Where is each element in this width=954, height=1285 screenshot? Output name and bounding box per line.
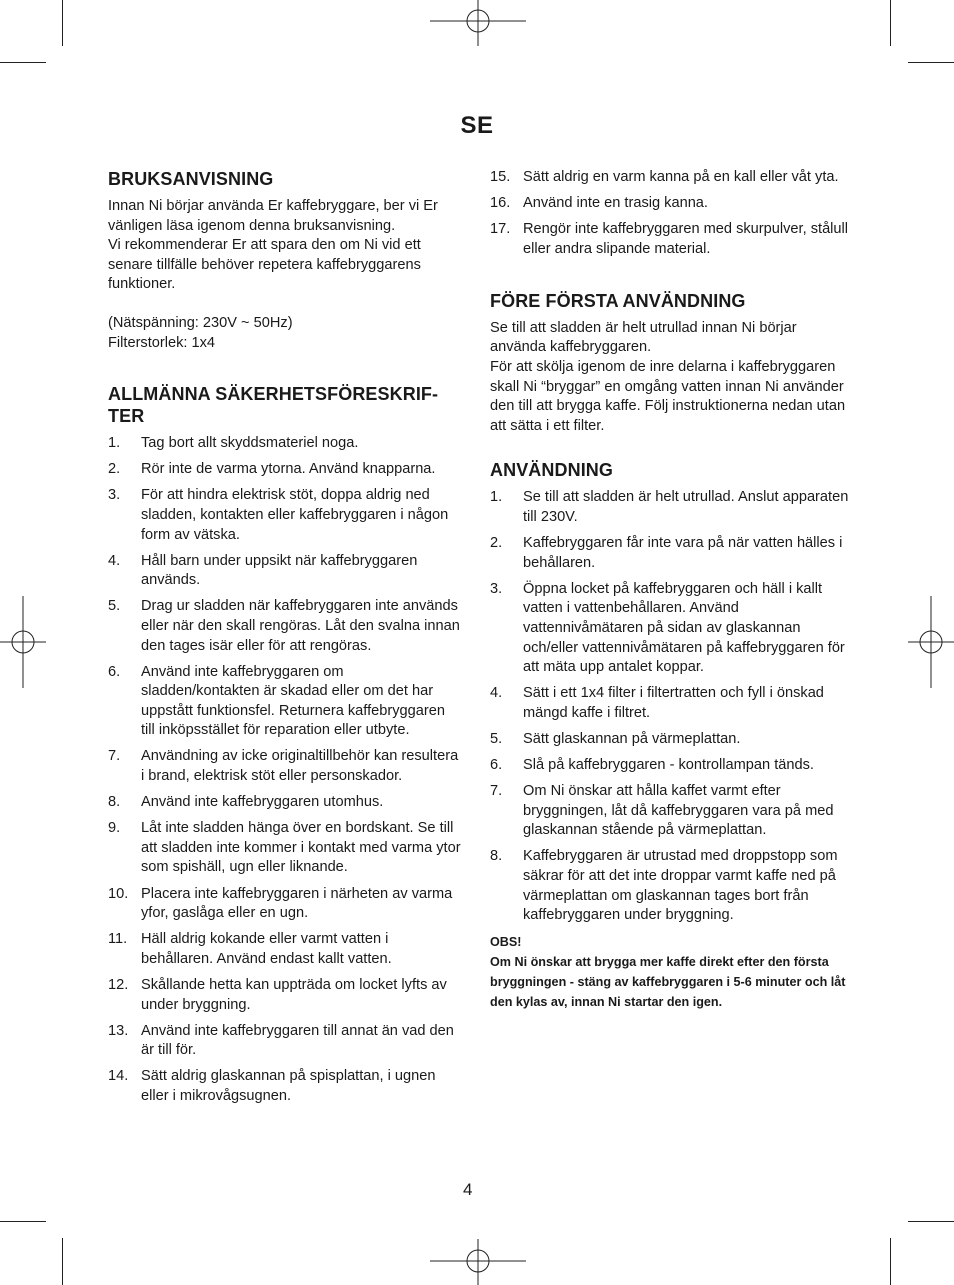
usage-step — [490, 488, 852, 527]
safety-item — [108, 1022, 462, 1061]
list-item-number: 3. — [490, 580, 503, 597]
list-item-text: Tag bort allt skyddsmateriel noga. — [141, 435, 359, 452]
list-item-text: Rör inte de varma ytorna. Använd knapparna. — [141, 461, 436, 478]
list-item-number: 4. — [490, 685, 503, 702]
right-column — [490, 168, 852, 1012]
usage-step — [490, 580, 852, 678]
list-item-number: 11. — [108, 931, 128, 948]
list-item-number: 15. — [490, 169, 511, 185]
page-number: 4 — [463, 1180, 473, 1199]
list-item-text: För att hindra elektrisk stöt, doppa aldrig ned sladden, kontakten eller kaffebryggaren i någon form av vätska. — [141, 487, 449, 543]
list-item-number: 5. — [490, 730, 503, 747]
safety-item — [108, 930, 462, 969]
list-item-text: Häll aldrig kokande eller varmt vatten i behållaren. Använd endast kallt vatten. — [141, 931, 392, 967]
list-item-text: Håll barn under uppsikt när kaffebryggaren används. — [141, 552, 418, 589]
list-item-text: Använd inte kaffebryggaren utomhus. — [141, 794, 384, 811]
section-title-usage: ANVÄNDNING — [490, 460, 614, 481]
safety-item — [108, 486, 462, 545]
crop-mark — [890, 0, 891, 46]
filter-spec: Filterstorlek: 1x4 — [108, 334, 216, 351]
safety-item — [108, 434, 462, 454]
safety-item — [108, 793, 462, 813]
list-item-number: 8. — [108, 794, 121, 811]
list-item-text: Kaffebryggaren får inte vara på när vatten hälles i behållaren. — [523, 535, 843, 571]
list-item-number: 5. — [108, 598, 121, 615]
usage-step — [490, 684, 852, 723]
section-title-before-first-use: FÖRE FÖRSTA ANVÄNDNING — [490, 290, 746, 311]
safety-item — [490, 194, 852, 214]
list-item-number: 1. — [490, 489, 503, 506]
crop-mark — [0, 1221, 46, 1222]
list-item-text: Slå på kaffebryggaren - kontrollampan tänds. — [523, 757, 814, 774]
crop-mark — [62, 1238, 63, 1285]
list-item-number: 7. — [108, 748, 121, 765]
list-item-number: 7. — [490, 783, 503, 800]
safety-item — [108, 460, 462, 480]
list-item-number: 9. — [108, 820, 121, 837]
list-item-text: Drag ur sladden när kaffebryggaren inte används eller när den skall rengöras. Låt den svalna innan den tages isär eller för att rengöras. — [141, 598, 460, 654]
registration-mark-left — [0, 596, 46, 688]
note-label: OBS! — [490, 935, 522, 950]
list-item-text: Använd inte kaffebryggaren till annat än vad den är till för. — [141, 1022, 454, 1059]
list-item-number: 1. — [108, 435, 121, 452]
list-item-text: Sätt glaskannan på värmeplattan. — [523, 730, 741, 747]
safety-item — [108, 552, 462, 591]
list-item-number: 2. — [490, 535, 503, 552]
list-item-number: 17. — [490, 221, 511, 238]
list-item-number: 4. — [108, 552, 121, 569]
list-item-text: Användning av icke originaltillbehör kan resultera i brand, elektrisk stöt eller personskador. — [141, 748, 459, 785]
language-heading: SE — [460, 112, 494, 139]
crop-mark — [908, 1221, 954, 1222]
list-item-number: 13. — [108, 1022, 129, 1039]
safety-item — [108, 597, 462, 656]
list-item-text: Använd inte en trasig kanna. — [523, 195, 708, 212]
list-item-number: 12. — [108, 976, 129, 993]
voltage-spec: (Nätspänning: 230V ~ 50Hz) — [108, 314, 293, 331]
section-title-safety: ALLMÄNNA SÄKERHETSFÖRESKRIF- TER — [108, 384, 439, 427]
crop-mark — [908, 62, 954, 63]
usage-step — [490, 847, 852, 925]
section-title-instructions: BRUKSANVISNING — [108, 169, 274, 189]
note-text: Om Ni önskar att brygga mer kaffe direkt efter den första bryggningen - stäng av kaffebryggaren i 5-6 minuter och låt den kylas av, innan Ni startar den igen. — [490, 955, 846, 1010]
list-item-number: 2. — [108, 461, 121, 478]
safety-item — [490, 220, 852, 259]
safety-item — [108, 976, 462, 1015]
safety-item — [490, 168, 852, 188]
list-item-text: Låt inte sladden hänga över en bordskant. Se till att sladden inte kommer i kontakt med varma ytor som spishäll, ugn eller liknande. — [141, 820, 461, 876]
crop-mark — [62, 0, 63, 46]
usage-step — [490, 756, 852, 776]
list-item-text: Om Ni önskar att hålla kaffet varmt efter bryggningen, låt då kaffebryggaren vara på med glaskannan stående på värmeplattan. — [523, 783, 834, 839]
intro-paragraph: Innan Ni börjar använda Er kaffebryggare, ber vi Er vänligen läsa igenom denna bruksanvisning. Vi rekommenderar Er att spara den om Ni vid ett senare tillfälle behöver repetera kaffebryggarens funktioner. — [108, 198, 438, 293]
list-item-text: Skållande hetta kan uppträda om locket lyfts av under bryggning. — [141, 976, 447, 1013]
usage-step — [490, 782, 852, 841]
registration-mark-right — [908, 596, 954, 688]
list-item-number: 6. — [108, 663, 121, 680]
list-item-text: Placera inte kaffebryggaren i närheten av varma yfor, gaslåga eller en ugn. — [141, 885, 453, 922]
safety-list-continued — [490, 168, 852, 259]
registration-mark-top — [430, 0, 526, 46]
safety-item — [108, 1067, 462, 1106]
safety-item — [108, 663, 462, 741]
safety-item — [108, 885, 462, 924]
list-item-number: 8. — [490, 848, 503, 865]
registration-mark-bottom — [430, 1239, 526, 1285]
list-item-text: Använd inte kaffebryggaren om sladden/kontakten är skadad eller om det har uppstått funktionsfel. Returnera kaffebryggaren till inköpsstället för reparation eller utbyte. — [141, 663, 445, 739]
usage-step — [490, 730, 852, 750]
before-first-use-paragraph: Se till att sladden är helt utrullad innan Ni börjar använda kaffebryggaren. För att skölja igenom de inre delarna i kaffebryggaren skall Ni “bryggar” en omgång vatten innan Ni använder den till att brygga kaffe. Följ instruktionerna nedan utan att sätta i ett filter. — [490, 319, 846, 434]
list-item-text: Rengör inte kaffebryggaren med skurpulver, stålull eller andra slipande material. — [523, 221, 849, 257]
usage-step — [490, 534, 852, 573]
usage-list — [490, 488, 852, 925]
list-item-number: 6. — [490, 757, 503, 774]
crop-mark — [890, 1238, 891, 1285]
list-item-text: Kaffebryggaren är utrustad med droppstopp som säkrar för att det inte droppar varmt kaffe ned på värmeplattan om glaskannan tages bort från kaffebryggaren under bryggning. — [523, 848, 838, 924]
safety-item — [108, 819, 462, 878]
list-item-number: 10. — [108, 885, 129, 902]
list-item-number: 16. — [490, 195, 511, 212]
list-item-text: Sätt aldrig glaskannan på spisplattan, i ugnen eller i mikrovågsugnen. — [141, 1068, 436, 1104]
list-item-text: Öppna locket på kaffebryggaren och häll i kallt vatten i vattenbehållaren. Använd vattennivåmätaren på sidan av glaskannan och/eller vattennivåmätaren på kaffebryggaren för att mäta upp antalet koppar. — [523, 580, 845, 676]
list-item-number: 3. — [108, 487, 121, 504]
crop-mark — [0, 62, 46, 63]
safety-list — [108, 434, 462, 1106]
list-item-number: 14. — [108, 1068, 129, 1085]
left-column — [108, 168, 462, 1113]
list-item-text: Sätt aldrig en varm kanna på en kall eller våt yta. — [523, 169, 839, 185]
list-item-text: Se till att sladden är helt utrullad. Anslut apparaten till 230V. — [523, 489, 849, 526]
safety-item — [108, 747, 462, 786]
list-item-text: Sätt i ett 1x4 filter i filtertratten och fyll i önskad mängd kaffe i filtret. — [523, 685, 824, 721]
